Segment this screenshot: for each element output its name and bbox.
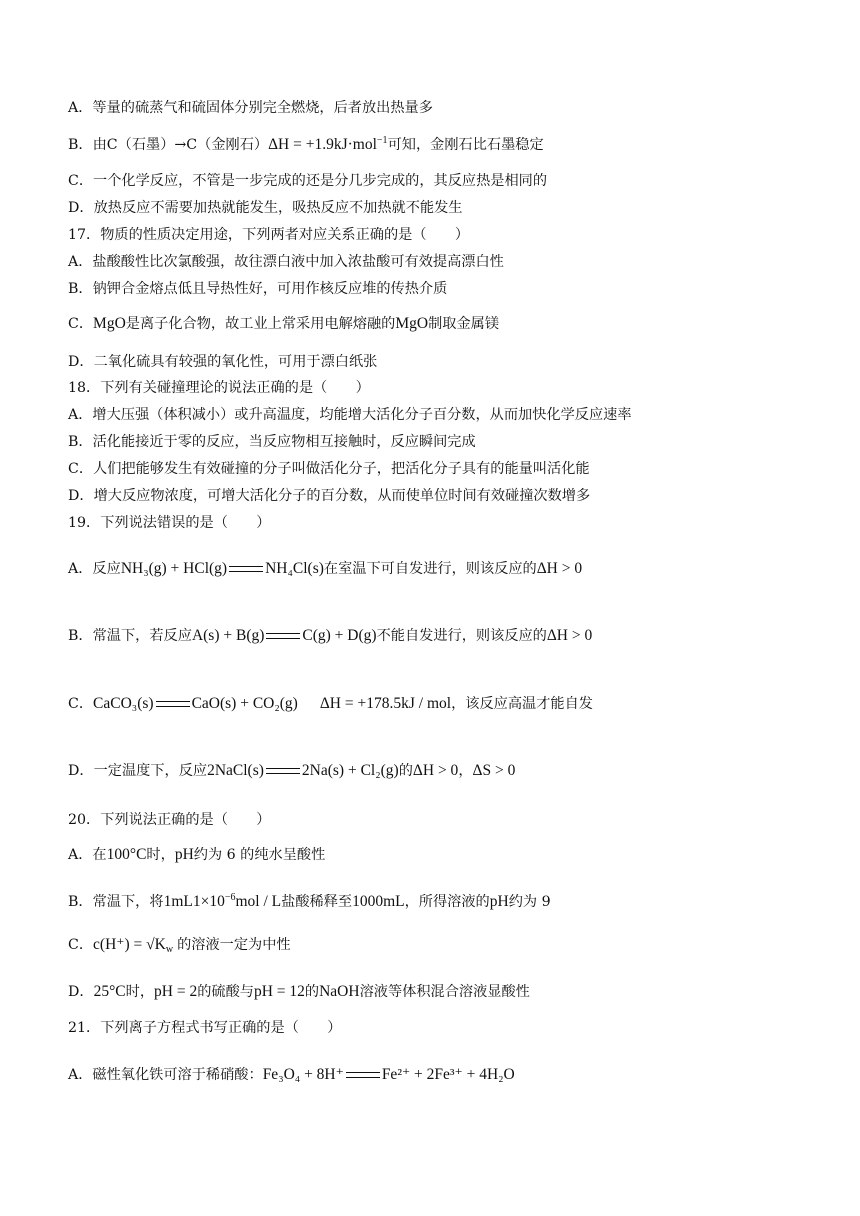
option-17a: A．盐酸酸性比次氯酸强，故往漂白液中加入浓盐酸可有效提高漂白性: [68, 254, 504, 270]
option-16a: A．等量的硫蒸气和硫固体分别完全燃烧，后者放出热量多: [68, 100, 433, 116]
question-21: 21．下列离子方程式书写正确的是（ ）: [68, 1020, 342, 1036]
equilibrium-sign: [266, 768, 300, 774]
option-20c: C．$c(H^+) = √K_w$ 的溶液一定为中性: [68, 936, 291, 955]
option-18b: B．活化能接近于零的反应，当反应物相互接触时，反应瞬间完成: [68, 434, 476, 450]
option-18a: A．增大压强（体积减小）或升高温度，均能增大活化分子百分数，从而加快化学反应速率: [68, 407, 632, 423]
option-17c: C．MgO是离子化合物，故工业上常采用电解熔融的MgO制取金属镁: [68, 315, 500, 332]
formula: ΔH = +1.9kJ·mol: [268, 136, 377, 153]
option-20b: B．常温下，将$1mL1\times 10^{-6}mol / L$盐酸稀释至1000mL，所得溶液的pH约为 9: [68, 892, 551, 910]
option-18d: D．增大反应物浓度，可增大活化分子的百分数，从而使单位时间有效碰撞次数增多: [68, 488, 591, 504]
question-17: 17．物质的性质决定用途，下列两者对应关系正确的是（ ）: [68, 227, 470, 243]
option-20a: A．在100°C时，pH约为 6 的纯水呈酸性: [68, 846, 326, 863]
option-19d: D．一定温度下，反应2NaCl(s) 2Na(s) + Cl₂(g)的ΔH > 0，ΔS > 0: [68, 762, 516, 779]
option-17b: B．钠钾合金熔点低且导热性好，可用作核反应堆的传热介质: [68, 281, 448, 297]
option-19a: A．反应NH₃(g) + HCl(g) NH₄Cl(s)在室温下可自发进行，则该反应的ΔH > 0: [68, 560, 583, 577]
equilibrium-sign: [229, 566, 263, 572]
question-20: 20．下列说法正确的是（ ）: [68, 812, 271, 828]
option-17d: D．二氧化硫具有较强的氧化性，可用于漂白纸张: [68, 354, 378, 370]
equilibrium-sign: [346, 1072, 380, 1078]
option-16b: B．由C（石墨）→C（金刚石）ΔH = +1.9kJ·mol$^{-1}$可知，金刚石比石墨稳定: [68, 135, 544, 153]
option-18c: C．人们把能够发生有效碰撞的分子叫做活化分子，把活化分子具有的能量叫活化能: [68, 461, 590, 477]
option-21a: A．磁性氧化铁可溶于稀硝酸：Fe₃O₄ + 8H⁺ Fe²⁺ + 2Fe³⁺ + 4H₂O: [68, 1066, 515, 1083]
option-19b: B．常温下，若反应A(s) + B(g) C(g) + D(g)不能自发进行，则该反应的ΔH > 0: [68, 627, 593, 644]
option-19c: C．CaCO₃(s) CaO(s) + CO₂(g) ΔH = +178.5kJ / mol，该反应高温才能自发: [68, 695, 593, 712]
equilibrium-sign: [156, 701, 190, 707]
option-20d: D．25°C时，pH = 2的硫酸与pH = 12的NaOH溶液等体积混合溶液显酸性: [68, 983, 530, 1000]
question-18: 18．下列有关碰撞理论的说法正确的是（ ）: [68, 380, 370, 396]
question-19: 19．下列说法错误的是（ ）: [68, 515, 271, 531]
equilibrium-sign: [266, 633, 300, 639]
option-16d: D．放热反应不需要加热就能发生，吸热反应不加热就不能发生: [68, 200, 463, 216]
option-16c: C．一个化学反应，不管是一步完成的还是分几步完成的，其反应热是相同的: [68, 173, 548, 189]
